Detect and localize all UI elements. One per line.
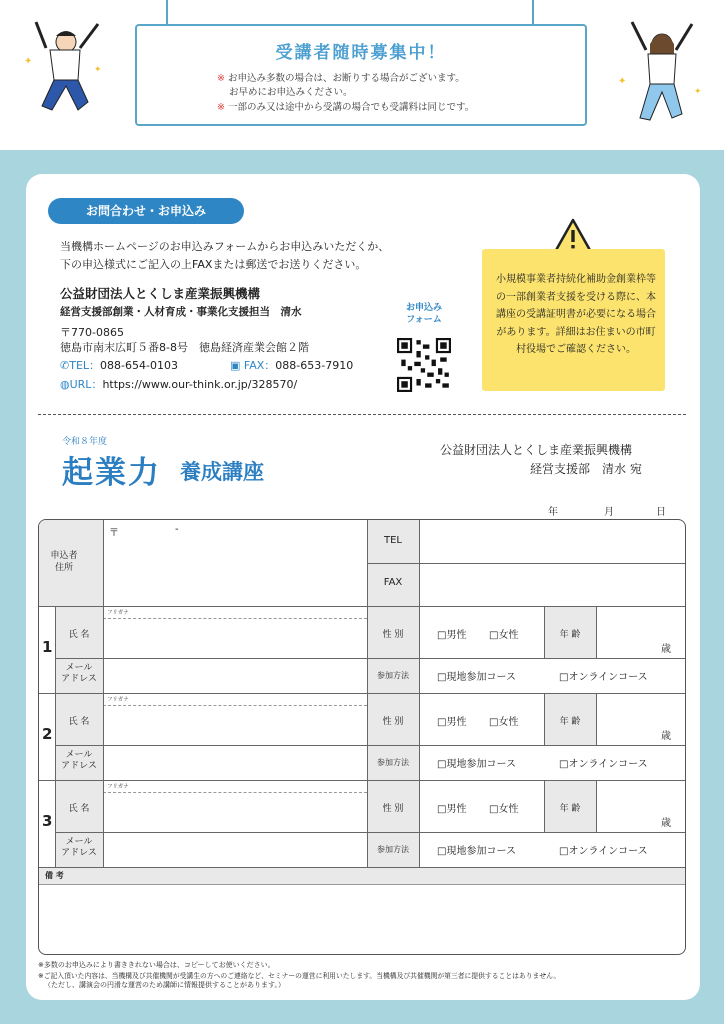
subsidy-notice	[482, 249, 665, 391]
course-logo-sub: 養成講座	[180, 460, 264, 484]
banner-note-1b: お早めにお申込みください。	[229, 87, 353, 98]
female-checkbox-1[interactable]: □女性	[489, 630, 519, 641]
gender-label-3: 性 別	[382, 804, 404, 814]
phone-icon: ✆	[60, 359, 70, 372]
tel-label: TEL	[384, 535, 402, 546]
method-label-3: 参加方法	[377, 845, 409, 854]
postal-dash: -	[175, 524, 179, 535]
contact-postal: 〒770-0865	[60, 326, 124, 339]
male-checkbox-1[interactable]: □男性	[437, 630, 467, 641]
date-year: 年	[548, 507, 558, 518]
contact-fax: ▣ FAX：088-653-7910	[230, 359, 354, 372]
postal-mark: 〒	[109, 528, 119, 539]
name-field-1[interactable]	[104, 619, 367, 658]
age-field-2[interactable]	[597, 694, 686, 745]
gender-label-2: 性 別	[382, 717, 404, 727]
recruitment-banner	[135, 24, 587, 126]
furigana-label-2: フリガナ	[107, 697, 129, 703]
age-unit-3: 歳	[661, 818, 671, 829]
female-checkbox-3[interactable]: □女性	[489, 804, 519, 815]
contact-url[interactable]: ◍URL：https://www.our-think.or.jp/328570/	[60, 378, 298, 391]
name-field-3[interactable]	[104, 793, 367, 832]
email-label-3: メール アドレス	[61, 837, 97, 858]
name-label-2: 氏 名	[68, 717, 90, 727]
online-checkbox-2[interactable]: □オンラインコース	[559, 759, 648, 770]
male-checkbox-2[interactable]: □男性	[437, 717, 467, 728]
contact-intro-1: 当機構ホームページのお申込みフォームからお申込みいただくか、	[60, 240, 390, 253]
email-field-2[interactable]	[104, 746, 367, 780]
addressee-dept: 経営支援部 清水 宛	[530, 462, 642, 476]
cut-line	[38, 414, 686, 415]
applicant-number-1: 1	[42, 638, 53, 656]
era-label: 令和８年度	[62, 437, 108, 447]
age-unit-2: 歳	[661, 731, 671, 742]
footer-note-3: （ただし、講演会の円滑な運営のため講師に情報提供することがあります。）	[44, 981, 285, 989]
contact-tel: ✆TEL：088-654-0103	[60, 359, 178, 372]
online-checkbox-1[interactable]: □オンラインコース	[559, 672, 648, 683]
contact-heading: お問合わせ・お申込み	[48, 198, 244, 224]
footer-note-1: ※多数のお申込みにより書ききれない場合は、コピーしてお使いください。	[38, 961, 275, 969]
female-checkbox-2[interactable]: □女性	[489, 717, 519, 728]
contact-dept: 経営支援部創業・人材育成・事業化支援担当 清水	[60, 306, 302, 318]
course-logo-main: 起業力	[62, 455, 161, 491]
qr-code[interactable]	[397, 338, 451, 392]
svg-text:✦: ✦	[94, 65, 102, 75]
email-field-1[interactable]	[104, 659, 367, 693]
fax-label: FAX	[383, 577, 403, 588]
age-field-3[interactable]	[597, 781, 686, 832]
age-label-3: 年 齢	[559, 804, 581, 814]
address-field[interactable]	[104, 520, 367, 606]
furigana-label-1: フリガナ	[107, 610, 129, 616]
onsite-checkbox-2[interactable]: □現地参加コース	[437, 759, 516, 770]
application-form	[38, 519, 686, 955]
age-label-1: 年 齢	[559, 630, 581, 640]
onsite-checkbox-3[interactable]: □現地参加コース	[437, 846, 516, 857]
banner-hanger-right	[532, 0, 534, 24]
footer-note-2: ※ご記入頂いた内容は、当機構及び共催機関が受講生の方へのご連絡など、セミナーの運営に利用いたします。当機構及び共催機関が第三者に提供することはありません。	[38, 972, 561, 980]
form-link-label: お申込み フォーム	[405, 303, 442, 325]
fax-icon: ▣	[230, 359, 241, 372]
fax-field[interactable]	[420, 564, 686, 606]
email-label-1: メール アドレス	[61, 663, 97, 684]
age-field-1[interactable]	[597, 607, 686, 658]
subsidy-notice-text: 小規模事業者持続化補助金創業枠等の一部創業者支援を受ける際に、本講座の受講証明書が必要になる場合があります。詳細はお住まいの市町村役場でご確認ください。	[496, 274, 656, 355]
svg-text:✦: ✦	[618, 76, 627, 87]
date-month: 月	[604, 507, 614, 518]
male-checkbox-3[interactable]: □男性	[437, 804, 467, 815]
email-field-3[interactable]	[104, 833, 367, 867]
jumping-man-illustration	[22, 14, 112, 126]
remarks-field[interactable]	[39, 885, 686, 955]
applicant-number-3: 3	[42, 812, 53, 830]
addressee-org: 公益財団法人とくしま産業振興機構	[440, 443, 633, 457]
email-label-2: メール アドレス	[61, 750, 97, 771]
contact-org: 公益財団法人とくしま産業振興機構	[60, 286, 261, 301]
furigana-label-3: フリガナ	[107, 784, 129, 790]
banner-note-1: ※ お申込み多数の場合は、お断りする場合がございます。	[217, 73, 465, 84]
onsite-checkbox-1[interactable]: □現地参加コース	[437, 672, 516, 683]
applicant-number-2: 2	[42, 725, 53, 743]
name-label-1: 氏 名	[68, 630, 90, 640]
age-unit-1: 歳	[661, 644, 671, 655]
globe-icon: ◍	[60, 378, 70, 391]
name-field-2[interactable]	[104, 706, 367, 745]
method-label-1: 参加方法	[377, 671, 409, 680]
banner-note-2: ※ 一部のみ又は途中から受講の場合でも受講料は同じです。	[217, 102, 475, 113]
gender-label-1: 性 別	[382, 630, 404, 640]
name-label-3: 氏 名	[68, 804, 90, 814]
date-day: 日	[656, 507, 666, 518]
svg-text:✦: ✦	[24, 56, 33, 67]
applicant-address-label: 申込者 住所	[50, 551, 78, 573]
contact-address: 徳島市南末広町５番8-8号 徳島経済産業会館２階	[60, 341, 309, 354]
method-label-2: 参加方法	[377, 758, 409, 767]
remarks-label: 備 考	[45, 871, 64, 880]
jumping-woman-illustration	[618, 14, 708, 136]
contact-intro-2: 下の申込様式にご記入の上FAXまたは郵送でお送りください。	[60, 258, 367, 271]
svg-text:✦: ✦	[694, 87, 702, 97]
online-checkbox-3[interactable]: □オンラインコース	[559, 846, 648, 857]
age-label-2: 年 齢	[559, 717, 581, 727]
tel-field[interactable]	[420, 520, 686, 563]
banner-title: 受講者随時募集中！	[275, 43, 447, 63]
banner-hanger-left	[166, 0, 168, 24]
